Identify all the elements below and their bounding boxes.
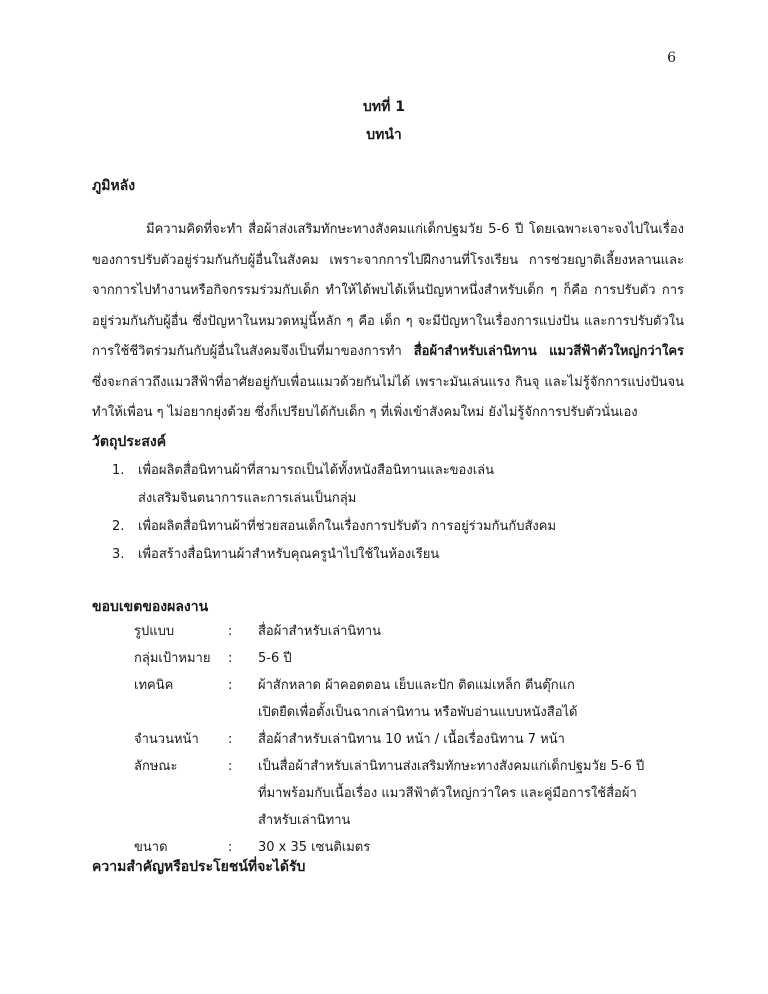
scope-row bbox=[134, 645, 678, 672]
scope-value: เป็นสื่อผ้าสำหรับเล่านิทานส่งเสริมทักษะทางสังคมแก่เด็กปฐมวัย 5-6 ปี ที่มาพร้อมกับเนื้อเรื่อง แมวสีฟ้าตัวใหญ่กว่าใคร และคู่มือการใช้สื่อผ้า สำหรับเล่านิทาน bbox=[258, 759, 645, 828]
scope-colon: : bbox=[228, 651, 233, 666]
chapter-title: บทนำ bbox=[366, 127, 402, 143]
background-paragraph bbox=[92, 215, 684, 429]
objective-item bbox=[112, 457, 672, 513]
objectives-list bbox=[112, 457, 672, 569]
page-number: 6 bbox=[667, 50, 676, 66]
objective-item bbox=[112, 541, 672, 569]
scope-label: รูปแบบ bbox=[134, 624, 175, 639]
objective-text: เพื่อสร้างสื่อนิทานผ้าสำหรับคุณครูนำไปใช้ในห้องเรียน bbox=[138, 547, 440, 562]
objective-number: 1. bbox=[112, 463, 125, 478]
scope-label: กลุ่มเป้าหมาย bbox=[134, 651, 211, 666]
scope-row bbox=[134, 753, 678, 834]
scope-value: 30 x 35 เซนติเมตร bbox=[258, 840, 371, 855]
scope-row bbox=[134, 726, 678, 753]
scope-value: สื่อผ้าสำหรับเล่านิทาน 10 หน้า / เนื้อเรื่องนิทาน 7 หน้า bbox=[258, 732, 565, 747]
scope-value: สื่อผ้าสำหรับเล่านิทาน bbox=[258, 624, 382, 639]
objectives-heading: วัตถุประสงค์ bbox=[92, 434, 167, 450]
scope-colon: : bbox=[228, 624, 233, 639]
scope-label: จำนวนหน้า bbox=[134, 732, 199, 747]
objective-text: เพื่อผลิตสื่อนิทานผ้าที่สามารถเป็นได้ทั้งหนังสือนิทานและของเล่น ส่งเสริมจินตนาการและการเล่นเป็นกลุ่ม bbox=[138, 463, 495, 506]
background-text-2: ซึ่งจะกล่าวถึงแมวสีฟ้าที่อาศัยอยู่กับเพื่อนแมวด้วยกันไม่ได้ เพราะมันเล่นแรง กินจุ และไม่รู้จักการแบ่งปันจนทำให้เพื่อน ๆ ไม่อยากยุ่งด้วย ซึ่งก็เปรียบได้กับเด็ก ๆ ที่เพิ่งเข้าสังคมใหม่ ยังไม่รู้จักการปรับตัวนั่นเอง bbox=[92, 374, 684, 420]
scope-label: เทคนิค bbox=[134, 678, 174, 693]
scope-heading: ขอบเขตของผลงาน bbox=[92, 599, 209, 615]
scope-value: 5-6 ปี bbox=[258, 651, 292, 666]
benefits-heading: ความสำคัญหรือประโยชน์ที่จะได้รับ bbox=[92, 859, 306, 875]
scope-table bbox=[134, 618, 678, 861]
background-heading: ภูมิหลัง bbox=[92, 178, 136, 194]
objective-text: เพื่อผลิตสื่อนิทานผ้าที่ช่วยสอนเด็กในเรื่องการปรับตัว การอยู่ร่วมกันกับสังคม bbox=[138, 519, 557, 534]
background-text-bold: สื่อผ้าสำหรับเล่านิทาน แมวสีฟ้าตัวใหญ่กว่าใคร bbox=[413, 344, 684, 359]
scope-colon: : bbox=[228, 840, 233, 855]
background-text-1: มีความคิดที่จะทำ สื่อผ้าส่งเสริมทักษะทางสังคมแก่เด็กปฐมวัย 5-6 ปี โดยเฉพาะเจาะจงไปในเรื่องของการปรับตัวอยู่ร่วมกันกับผู้อื่นในสังคม เพราะจากการไปฝึกงานที่โรงเรียน การช่วยญาติเลี้ยงหลานและจากการไปทำงานหรือกิจกรรมร่วมกับเด็ก ทำให้ได้พบได้เห็นปัญหาหนึ่งสำหรับเด็ก ๆ ก็คือ การปรับตัว การอยู่ร่วมกันกับผู้อื่น ซึ่งปัญหาในหมวดหมู่นี้หลัก ๆ คือ เด็ก ๆ จะมีปัญหาในเรื่องการแบ่งปัน และการปรับตัวในการใช้ชีวิตร่วมกันกับผู้อื่นในสังคมจึงเป็นที่มาของการทำ bbox=[92, 222, 684, 359]
scope-colon: : bbox=[228, 678, 233, 693]
objective-item bbox=[112, 513, 672, 541]
scope-value: ผ้าสักหลาด ผ้าคอตตอน เย็บและปัก ติดแม่เหล็ก ตีนตุ๊กแก เปิดยืดเพื่อตั้งเป็นฉากเล่านิทาน หรือพับอ่านแบบหนังสือได้ bbox=[258, 678, 578, 720]
objective-number: 2. bbox=[112, 519, 125, 534]
objective-number: 3. bbox=[112, 547, 125, 562]
scope-row bbox=[134, 618, 678, 645]
scope-colon: : bbox=[228, 732, 233, 747]
scope-label: ขนาด bbox=[134, 840, 168, 855]
scope-row bbox=[134, 672, 678, 726]
scope-label: ลักษณะ bbox=[134, 759, 178, 774]
scope-colon: : bbox=[228, 759, 233, 774]
chapter-number: บทที่ 1 bbox=[363, 99, 405, 115]
